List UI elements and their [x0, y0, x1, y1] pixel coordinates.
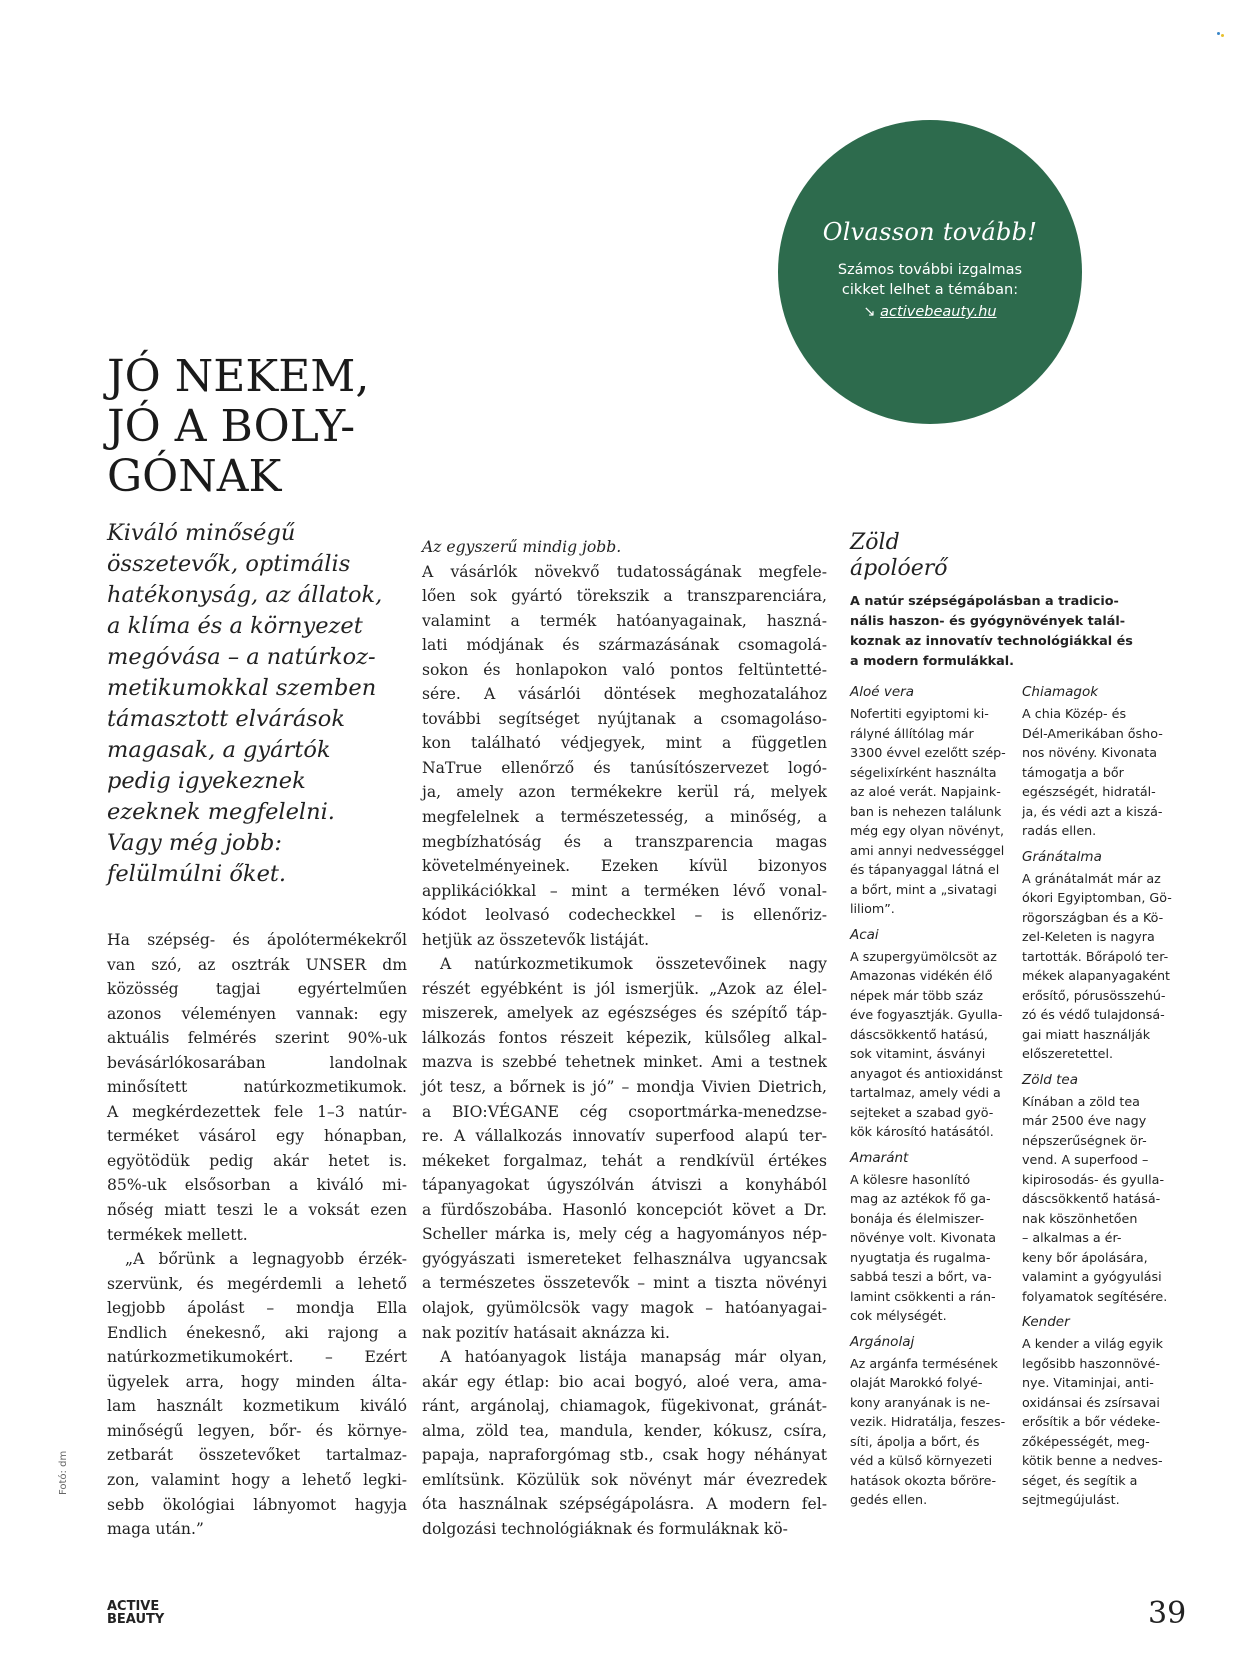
ingredient-line: egészségét, hidratál- [1022, 784, 1156, 799]
text-line: valamint a termék hatóanyagainak, haszná- [422, 611, 827, 630]
ingredient-line: vend. A superfood – [1022, 1152, 1149, 1167]
ingredient-entry [850, 1332, 1035, 1510]
text-line: mazva is szebbé tehetnek minket. Ami a testnek [422, 1053, 827, 1072]
ingredient-line: erősítő, pórusösszehú- [1022, 987, 1166, 1003]
ingredient-entry [850, 925, 1035, 1142]
ingredient-line: zőképességét, meg- [1022, 1433, 1150, 1449]
ingredient-entry [1022, 1312, 1207, 1510]
text-line: NaTrue ellenőrző és tanúsítószervezet logó- [422, 758, 827, 777]
text-line: akár egy étlap: bio acai bogyó, aloé vera, ama- [422, 1372, 827, 1391]
ingredient-line: keny bőr ápolására, [1022, 1249, 1148, 1265]
text-line: óta használnak szépségápolásra. A modern fel- [422, 1495, 827, 1514]
text-line: a BIO:VÉGANE cég csoportmárka-menedzse- [422, 1102, 827, 1121]
text-line: termékek mellett. [107, 1225, 248, 1244]
text-line: kódot leolvasó codecheckkel – is ellenőriz- [422, 906, 827, 925]
ingredient-line: Dél-Amerikában ősho- [1022, 725, 1163, 741]
text-line: legjobb ápolást – mondja Ella [107, 1299, 407, 1318]
ingredient-line: anyagot és antioxidánst [850, 1065, 1003, 1081]
promo-body [814, 260, 1046, 300]
text-line: közösség tagjai egyértelműen [107, 980, 407, 999]
ingredient-line: és tápanyaggal látná el [850, 862, 1000, 877]
ingredient-line: A chia Közép- és [1022, 706, 1127, 721]
text-line: Scheller márka is, mely cég a hagyományos nép- [422, 1225, 827, 1244]
text-line: hetjük az összetevők listáját. [422, 930, 650, 949]
ingredient-line: nos növény. Kivonata [1022, 745, 1158, 760]
text-line: említsünk. Közülük sok növényt már évezredek [422, 1470, 827, 1489]
text-line: miszerek, amelyek az egészséges és szépítő táp- [422, 1004, 827, 1023]
paragraph-2 [107, 1247, 407, 1542]
text-line: azonos véleményen vannak: egy [107, 1004, 407, 1023]
ingredient-line: bonája és élelmiszer- [850, 1210, 985, 1226]
text-line: alma, zöld tea, mandula, kender, kókusz, csíra, [422, 1421, 827, 1440]
ingredient-title: Chiamagok [1022, 684, 1099, 700]
text-line: A megkérdezettek fele 1–3 natúr- [107, 1102, 407, 1121]
text-line: ügyelek arra, hogy minden álta- [107, 1372, 407, 1391]
text-line: részét egyébként is jól ismerjük. „Azok az élel- [422, 979, 827, 998]
ingredient-line: hatások okozta bőröre- [850, 1472, 997, 1488]
promo-title: Olvasson tovább! [822, 218, 1038, 246]
ingredient-title: Amaránt [850, 1149, 909, 1166]
ingredient-line: ban is nehezen találunk [850, 803, 1002, 819]
ingredient-entry [1022, 1070, 1207, 1307]
brand-line: ACTIVE [107, 1599, 160, 1614]
ingredient-line: sejteket a szabad gyö- [850, 1104, 994, 1120]
brand-line: BEAUTY [107, 1612, 165, 1627]
text-line: nőség miatt teszi le a voksát ezen [107, 1201, 407, 1220]
ingredient-line: A kölesre hasonlító [850, 1171, 971, 1187]
text-line: „A bőrünk a legnagyobb érzék- [125, 1250, 407, 1269]
text-line: A vásárlók növekvő tudatosságának megfele- [422, 562, 827, 581]
ingredient-line: dáscsökkentő hatásá- [1022, 1191, 1161, 1206]
text-line: minősített natúrkozmetikumok. [107, 1078, 407, 1097]
blue-dot [1217, 32, 1220, 35]
text-line: hatékonyság, az állatok, [107, 582, 383, 608]
ingredient-title: Gránátalma [1022, 848, 1102, 865]
promo-circle[interactable] [778, 120, 1082, 424]
ingredient-line: rögországban és a Kö- [1022, 909, 1164, 925]
text-line: terméket vásárol egy hónapban, [107, 1127, 407, 1146]
text-line: olajok, gyümölcsök vagy magok – hatóanyagai- [422, 1298, 827, 1317]
ingredient-entry [850, 1148, 1035, 1326]
text-line: támasztott elvárások [107, 706, 345, 732]
sidebar-column-right [1022, 682, 1207, 1516]
ingredient-line: Kínában a zöld tea [1022, 1093, 1140, 1109]
ingredient-line: radás ellen. [1022, 823, 1097, 838]
ingredient-line: valamint a gyógyulási [1022, 1269, 1162, 1284]
photo-credit: Fotó: dm [58, 1450, 69, 1495]
ingredient-line: még egy olyan növényt, [850, 823, 1004, 838]
text-line: lati módjának és származásának csomagolá- [422, 636, 827, 655]
ingredient-line: Amazonas vidékén élő [850, 968, 993, 983]
text-line: követelményeinek. Ezeken kívül bizonyos [422, 857, 827, 876]
ingredient-line: 3300 évvel ezelőtt szép- [850, 745, 1006, 760]
text-line: összetevők, optimális [107, 551, 351, 577]
ingredient-line: A kender a világ egyik [1022, 1336, 1164, 1351]
text-line: jót tesz, a bőrnek is jó” – mondja Vivien Dietrich, [422, 1078, 827, 1097]
ingredient-line: rályné állítólag már [850, 725, 974, 741]
ingredient-line: gai miatt használják [1022, 1026, 1151, 1042]
ingredient-line: véd a külső környezeti [850, 1453, 993, 1468]
text-line: megfelelnek a természetesség, a minőség, a [422, 808, 827, 827]
arrow-down-right-icon: ↘ [863, 304, 876, 320]
text-line: lően sok gyártó törekszik a transzparenciára, [422, 587, 827, 606]
text-line: gyógyászati ismereteket felhasználva ugyancsak [422, 1249, 827, 1268]
yellow-dot [1221, 34, 1224, 37]
text-line: szervünk, és megérdemli a lehető [107, 1274, 407, 1293]
promo-link-text[interactable]: activebeauty.hu [880, 304, 997, 320]
text-line: tápanyagokat úgyszólván átviszi a konyhából [422, 1176, 827, 1195]
text-line: Vagy még jobb: [107, 830, 282, 856]
ingredient-line: A szupergyümölcsöt az [850, 948, 997, 964]
text-line: Ha szépség- és ápolótermékekről [107, 931, 407, 949]
paragraph-3 [422, 560, 827, 953]
ingredient-line: oxidánsai és zsírsavai [1022, 1394, 1160, 1410]
ingredient-line: sabbá teszi a bőrt, va- [850, 1269, 992, 1284]
ingredient-line: kony aranyának is ne- [850, 1394, 991, 1410]
text-line: zetbarát összetevőket tartalmaz- [107, 1446, 407, 1465]
text-line: nak pozitív hatásait aknázza ki. [422, 1323, 670, 1342]
ingredient-line: ókori Egyiptomban, Gö- [1022, 890, 1172, 905]
paragraph-4 [422, 952, 827, 1345]
promo-body-line: Számos további izgalmas [837, 262, 1023, 278]
text-line: re. A vállalkozás innovatív superfood alapú ter- [422, 1127, 827, 1146]
headline [107, 352, 427, 502]
text-line: a fürdőszobába. Hasonló koncepciót követ a Dr. [422, 1200, 827, 1219]
text-line: koznak az innovatív technológiákkal és [850, 634, 1133, 649]
ingredient-line: zel-Keleten is nagyra [1022, 929, 1155, 944]
ingredient-line: vezik. Hidratálja, feszes- [850, 1414, 1006, 1429]
text-line: ránt, argánolaj, chiamagok, fügekivonat, gránát- [422, 1397, 827, 1416]
text-line: lam használt kozmetikum kiváló [107, 1397, 407, 1416]
body-column-2 [422, 535, 827, 1541]
text-line: papaja, napraforgómag stb., csak hogy néhányat [422, 1446, 827, 1465]
text-line: mékeket forgalmaz, tehát a rendkívül értékes [422, 1151, 827, 1170]
ingredient-line: ja, és védi azt a kiszá- [1022, 803, 1163, 819]
ingredient-title: Aloé vera [850, 684, 914, 700]
ingredient-line: mékek alapanyagaként [1022, 968, 1171, 983]
ingredient-entry [850, 682, 1035, 919]
ingredient-entry [1022, 682, 1207, 841]
text-line: felülmúlni őket. [107, 861, 287, 887]
ingredient-line: síti, ápolja a bőrt, és [850, 1433, 980, 1449]
ingredient-line: dáscsökkentő hatású, [850, 1026, 988, 1042]
ingredient-line: kök károsító hatásától. [850, 1124, 994, 1139]
ingredient-line: a bőrt, mint a „sivatagi [850, 881, 997, 897]
text-line: metikumokkal szemben [107, 675, 377, 701]
text-line: egyötödük pedig akár hetet is. [107, 1151, 407, 1170]
text-line: dolgozási technológiáknak és formuláknak kö- [422, 1519, 788, 1538]
ingredient-line: mag az aztékok fő ga- [850, 1191, 991, 1206]
text-line: nális haszon- és gyógynövények talál- [850, 614, 1126, 629]
ingredient-line: tartották. Bőrápoló ter- [1022, 948, 1169, 964]
text-line: minőségű legyen, bőr- és környe- [107, 1421, 407, 1440]
sidebar-column-left [850, 682, 1035, 1516]
text-line: van szó, az osztrák UNSER dm [107, 955, 407, 974]
ingredient-line: előszeretettel. [1022, 1046, 1114, 1061]
text-line: pedig igyekeznek [107, 768, 306, 794]
text-line: a természetes összetevők – mint a tiszta növényi [422, 1274, 827, 1293]
ingredient-title: Acai [850, 926, 879, 943]
sidebar-intro [850, 592, 1133, 672]
ingredient-line: zó és védő tulajdonsá- [1022, 1007, 1165, 1022]
text-line: Kiváló minőségű [107, 520, 296, 546]
ingredient-line: folyamatok segítésére. [1022, 1288, 1168, 1304]
ingredient-line: gedés ellen. [850, 1492, 928, 1507]
headline-line: JÓ A BOLY- [107, 401, 356, 452]
ingredient-title: Argánolaj [850, 1333, 915, 1350]
text-line: A hatóanyagok listája manapság már olyan, [440, 1348, 827, 1367]
ingredient-line: Az argánfa termésének [850, 1355, 998, 1371]
ingredient-line: növénye volt. Kivonata [850, 1230, 997, 1245]
text-line: sebb ökológiai lábnyomot hagyja [107, 1495, 407, 1514]
corner-dots [1217, 32, 1225, 38]
ingredient-line: nye. Vitaminjai, anti- [1022, 1375, 1154, 1390]
ingredient-title: Kender [1022, 1314, 1070, 1330]
ingredient-line: erősítik a bőr védeke- [1022, 1414, 1161, 1429]
text-line: ja, amely azon termékekre kerül rá, melyek [422, 783, 827, 802]
ingredient-line: már 2500 éve nagy [1022, 1113, 1147, 1128]
subheading: Az egyszerű mindig jobb. [422, 538, 622, 556]
ingredient-line: Nofertiti egyiptomi ki- [850, 706, 989, 721]
promo-link[interactable] [778, 304, 1082, 320]
ingredient-title: Zöld tea [1022, 1071, 1078, 1088]
text-line: megóvása – a natúrkoz- [107, 644, 376, 670]
text-line: sokon és honlapokon való pontos feltüntetté- [422, 660, 827, 679]
text-line: Endlich énekesnő, aki rajong a [107, 1323, 407, 1342]
ingredient-line: kipirosodás- és gyulla- [1022, 1171, 1165, 1187]
paragraph-1 [107, 928, 407, 1247]
text-line: A natúrkozmetikumok összetevőinek nagy [440, 955, 827, 974]
ingredient-line: séget, és segítik a [1022, 1472, 1138, 1488]
ingredient-line: éve fogyasztják. Gyulla- [850, 1007, 1003, 1022]
ingredient-line: kötik benne a nedves- [1022, 1453, 1163, 1468]
text-line: a klíma és a környezet [107, 613, 363, 639]
text-line: aktuális felmérés szerint 90%-uk [107, 1029, 407, 1048]
text-line: megbízhatóság és a transzparencia magas [422, 832, 827, 851]
text-line: applikációkkal – mint a terméken lévő vonal- [422, 881, 827, 900]
ingredient-line: cok mélységét. [850, 1308, 947, 1323]
headline-line: GÓNAK [107, 451, 282, 502]
brand-logo [107, 1600, 164, 1626]
ingredient-line: tartalmaz, amely védi a [850, 1085, 1001, 1100]
ingredient-line: nak köszönhetően [1022, 1210, 1138, 1226]
text-line: 85%-uk elsősorban a kiváló mi- [107, 1176, 407, 1195]
page-number: 39 [1148, 1596, 1187, 1631]
ingredient-entry [1022, 847, 1207, 1064]
body-column-1 [107, 928, 407, 1542]
ingredient-line: liliom”. [850, 901, 895, 916]
ingredient-line: lamint csökkenti a rán- [850, 1288, 996, 1304]
text-line: lálkozás fontos részeit képezik, külsőleg alkal- [422, 1028, 827, 1047]
lead-paragraph [107, 518, 437, 890]
ingredient-line: népek már több száz [850, 987, 984, 1003]
paragraph-5 [422, 1345, 827, 1541]
sidebar-title-line: ápolóerő [850, 556, 948, 581]
ingredient-line: népszerűségnek ör- [1022, 1132, 1147, 1148]
ingredient-line: ami annyi nedvességgel [850, 842, 1005, 858]
ingredient-line: legősibb haszonnövé- [1022, 1355, 1161, 1371]
ingredient-line: az aloé verát. Napjaink- [850, 784, 1001, 799]
ingredient-line: ségelixírként használta [850, 764, 997, 780]
text-line: sére. A vásárlói döntések meghozatalához [422, 685, 827, 704]
text-line: kon található védjegyek, mint a független [422, 734, 827, 753]
text-line: ezeknek megfelelni. [107, 799, 335, 825]
sidebar-title-line: Zöld [850, 530, 900, 555]
text-line: további segítséget nyújtanak a csomagoláso- [422, 709, 827, 728]
promo-body-line: cikket lelhet a témában: [841, 282, 1019, 298]
text-line: zon, valamint hogy a lehető legki- [107, 1471, 407, 1490]
ingredient-line: – alkalmas a ér- [1022, 1230, 1122, 1245]
ingredient-line: sejtmegújulást. [1022, 1492, 1120, 1507]
ingredient-line: nyugtatja és rugalma- [850, 1249, 991, 1265]
text-line: maga után.” [107, 1520, 204, 1539]
ingredient-line: A gránátalmát már az [1022, 870, 1161, 886]
text-line: bevásárlókosarában landolnak [107, 1053, 407, 1072]
text-line: natúrkozmetikumokért. – Ezért [107, 1348, 407, 1367]
headline-line: JÓ NEKEM, [107, 351, 370, 402]
ingredient-line: olaját Marokkó folyé- [850, 1375, 983, 1390]
text-line: magasak, a gyártók [107, 737, 331, 763]
ingredient-line: támogatja a bőr [1022, 764, 1124, 780]
sidebar-title [850, 530, 948, 582]
text-line: a modern formulákkal. [850, 654, 1014, 669]
ingredient-line: sok vitamint, ásványi [850, 1046, 986, 1061]
text-line: A natúr szépségápolásban a tradicio- [850, 594, 1119, 609]
